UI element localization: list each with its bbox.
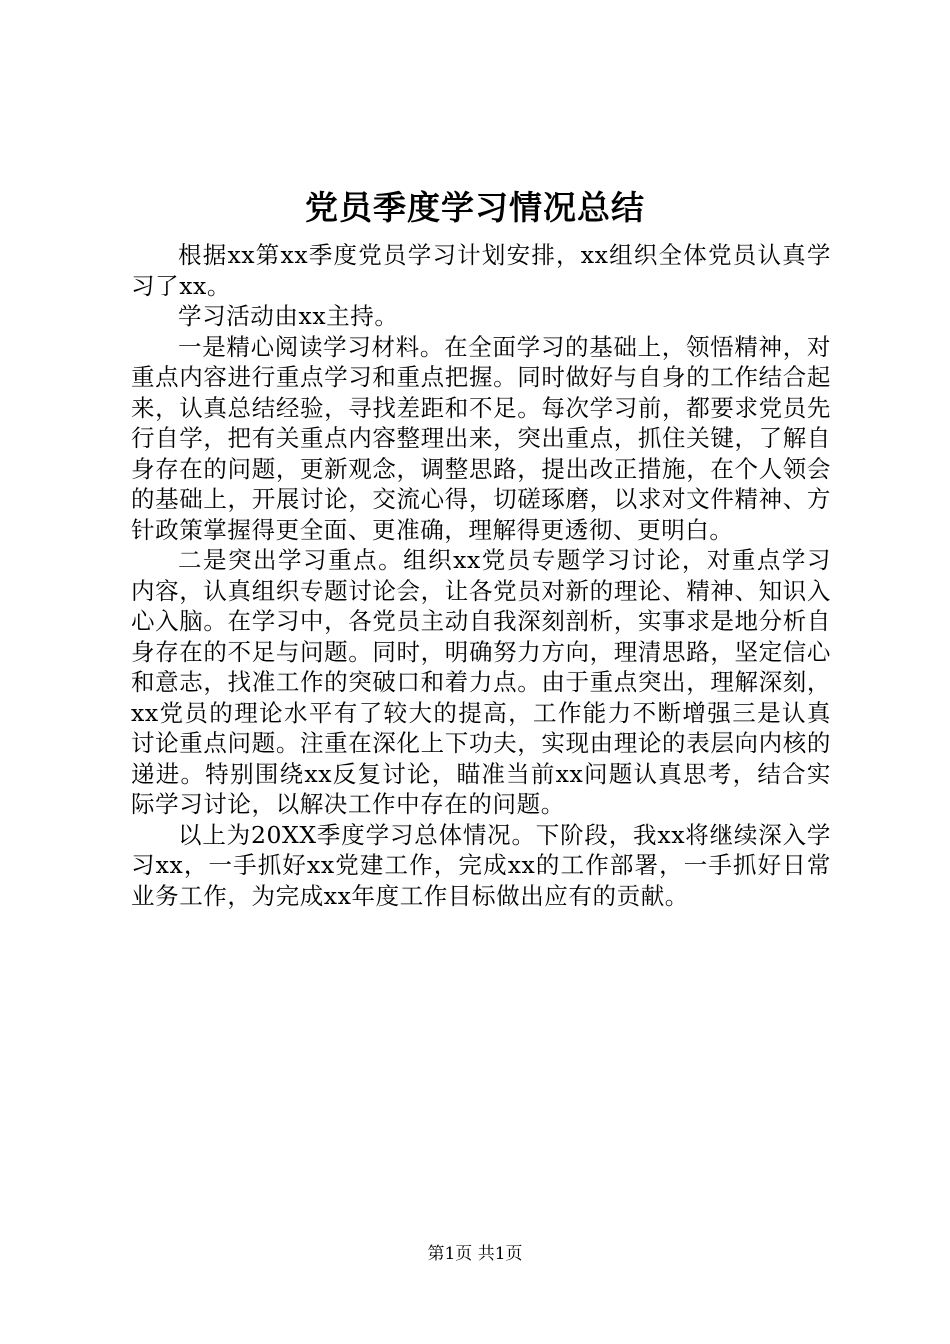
page-number-footer: 第1页 共1页	[427, 1244, 523, 1264]
paragraph-conclusion: 以上为20XX季度学习总体情况。下阶段，我xx将继续深入学习xx，一手抓好xx党建工作，完成xx的工作部署，一手抓好日常业务工作，为完成xx年度工作目标做出应有的贡献。	[131, 820, 831, 910]
paragraph-intro: 根据xx第xx季度党员学习计划安排，xx组织全体党员认真学习了xx。	[131, 241, 831, 300]
paragraph-point-one: 一是精心阅读学习材料。在全面学习的基础上，领悟精神，对重点内容进行重点学习和重点把握。同时做好与自身的工作结合起来，认真总结经验，寻找差距和不足。每次学习前，都要求党员先行自学，把有关重点内容整理出来，突出重点，抓住关键，了解自身存在的问题，更新观念，调整思路，提出改正措施，在个人领会的基础上，开展讨论，交流心得，切磋琢磨，以求对文件精神、方针政策掌握得更全面、更准确，理解得更透彻、更明白。	[131, 332, 831, 544]
paragraph-point-two: 二是突出学习重点。组织xx党员专题学习讨论，对重点学习内容，认真组织专题讨论会，让各党员对新的理论、精神、知识入心入脑。在学习中，各党员主动自我深刻剖析，实事求是地分析自身存在的不足与问题。同时，明确努力方向，理清思路，坚定信心和意志，找准工作的突破口和着力点。由于重点突出，理解深刻，xx党员的理论水平有了较大的提高，工作能力不断增强三是认真讨论重点问题。注重在深化上下功夫，实现由理论的表层向内核的递进。特别围绕xx反复讨论，瞄准当前xx问题认真思考，结合实际学习讨论，以解决工作中存在的问题。	[131, 546, 831, 818]
document-body	[131, 240, 831, 911]
paragraph-host: 学习活动由xx主持。	[178, 302, 399, 330]
document-title: 党员季度学习情况总结	[305, 188, 645, 227]
